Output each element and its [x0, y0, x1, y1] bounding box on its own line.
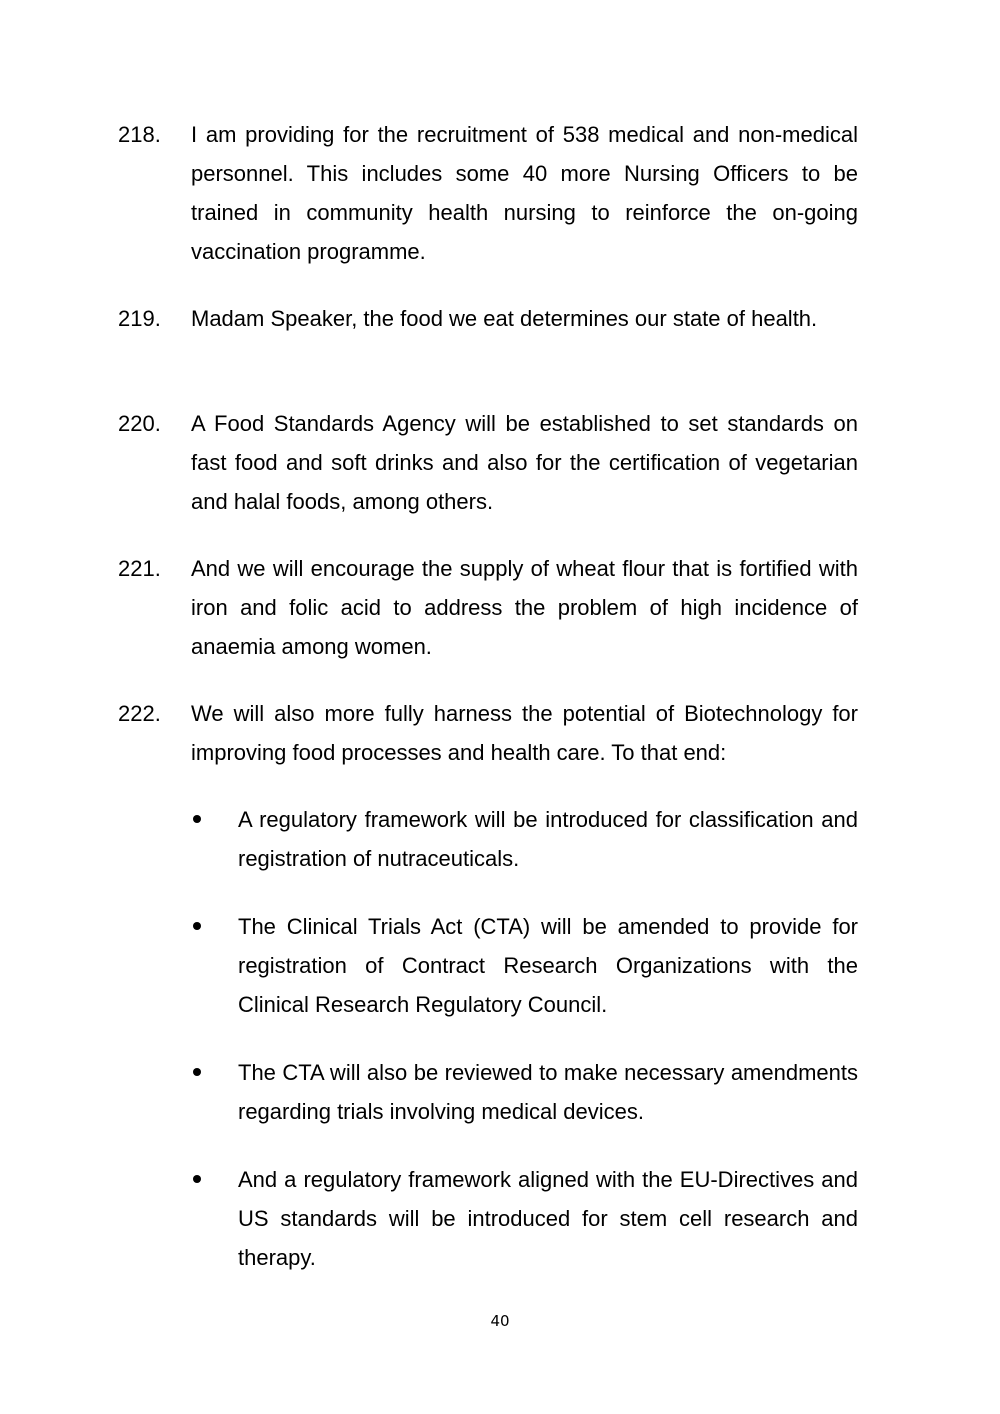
paragraph-text: A Food Standards Agency will be established to set standards on fast food and soft drinks and also for the certification of vegetarian and halal foods, among others. [191, 411, 858, 514]
paragraph-text: And we will encourage the supply of wheat flour that is fortified with iron and folic acid to address the problem of high incidence of anaemia among women. [191, 556, 858, 659]
bullet-item [191, 1160, 858, 1277]
paragraph-219 [118, 299, 858, 338]
bullet-text: And a regulatory framework aligned with the EU-Directives and US standards will be introduced for stem cell research and therapy. [238, 1167, 858, 1270]
paragraph-number: 220. [118, 411, 161, 436]
paragraph-text: Madam Speaker, the food we eat determines our state of health. [191, 306, 818, 331]
paragraph-number: 222. [118, 701, 161, 726]
paragraph-number: 218. [118, 122, 161, 147]
paragraph-number: 219. [118, 306, 161, 331]
page-number: 40 [490, 1312, 510, 1330]
bullet-dot-icon [193, 922, 201, 930]
paragraph-text: I am providing for the recruitment of 538 medical and non-medical personnel. This includes some 40 more Nursing Officers to be trained in community health nursing to reinforce the on-going vaccination programme. [191, 122, 858, 264]
paragraph-text: We will also more fully harness the potential of Biotechnology for improving food processes and health care. To that end: [191, 701, 858, 765]
paragraph-number: 221. [118, 556, 161, 581]
paragraph-221 [118, 549, 858, 666]
bullet-item [191, 1053, 858, 1131]
bullet-dot-icon [193, 815, 201, 823]
bullet-text: A regulatory framework will be introduced for classification and registration of nutraceuticals. [238, 807, 858, 871]
paragraph-222 [118, 694, 858, 772]
bullet-item [191, 907, 858, 1024]
paragraph-220 [118, 404, 858, 521]
bullet-text: The CTA will also be reviewed to make necessary amendments regarding trials involving medical devices. [238, 1060, 858, 1124]
bullet-dot-icon [193, 1175, 201, 1183]
bullet-text: The Clinical Trials Act (CTA) will be amended to provide for registration of Contract Research Organizations with the Clinical Research Regulatory Council. [238, 914, 858, 1017]
bullet-dot-icon [193, 1068, 201, 1076]
bullet-item [191, 800, 858, 878]
paragraph-218 [118, 115, 858, 271]
